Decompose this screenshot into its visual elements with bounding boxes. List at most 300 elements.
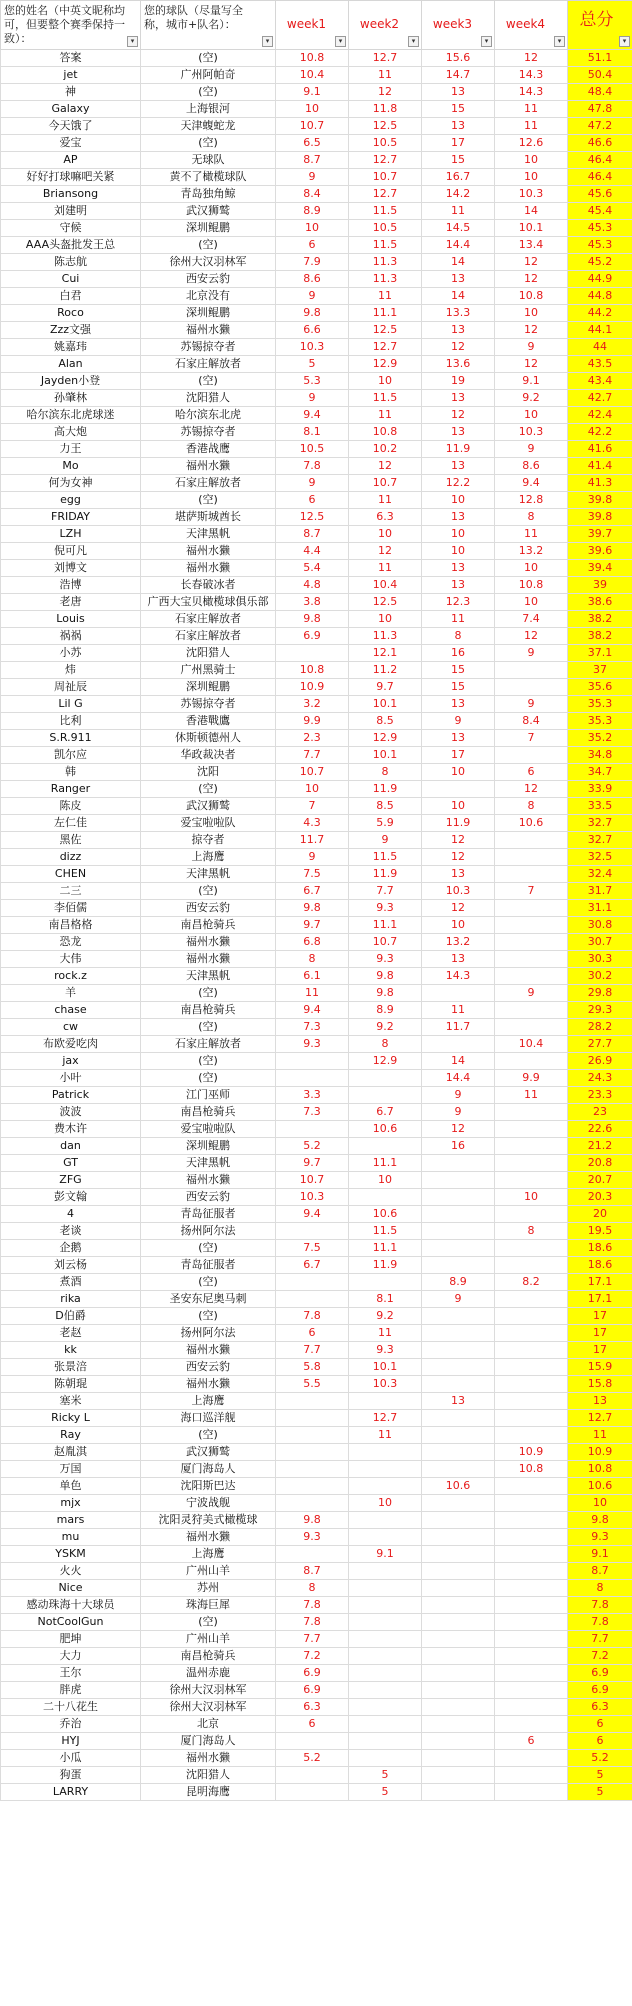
- team-name-cell[interactable]: 福州水獭: [141, 560, 276, 577]
- total-score-cell[interactable]: 19.5: [568, 1223, 632, 1240]
- total-score-cell[interactable]: 42.7: [568, 390, 632, 407]
- week3-score-cell[interactable]: 10: [422, 798, 495, 815]
- week1-score-cell[interactable]: 9.3: [276, 1529, 349, 1546]
- week3-score-cell[interactable]: [422, 1597, 495, 1614]
- week3-score-cell[interactable]: 13: [422, 84, 495, 101]
- team-name-cell[interactable]: 北京: [141, 1716, 276, 1733]
- week3-score-cell[interactable]: 15: [422, 662, 495, 679]
- player-name-cell[interactable]: 爱宝: [1, 135, 141, 152]
- week4-score-cell[interactable]: [495, 1529, 568, 1546]
- player-name-cell[interactable]: dizz: [1, 849, 141, 866]
- week4-score-cell[interactable]: [495, 1495, 568, 1512]
- week4-score-cell[interactable]: [495, 1393, 568, 1410]
- total-score-cell[interactable]: 29.8: [568, 985, 632, 1002]
- player-name-cell[interactable]: 波波: [1, 1104, 141, 1121]
- week1-score-cell[interactable]: 8.1: [276, 424, 349, 441]
- week4-score-cell[interactable]: 7: [495, 883, 568, 900]
- week1-score-cell[interactable]: 9.4: [276, 1002, 349, 1019]
- week4-score-cell[interactable]: [495, 1138, 568, 1155]
- player-name-cell[interactable]: 老唐: [1, 594, 141, 611]
- team-name-cell[interactable]: 南昌枪骑兵: [141, 1104, 276, 1121]
- player-name-cell[interactable]: 陈皮: [1, 798, 141, 815]
- week3-score-cell[interactable]: 15.6: [422, 50, 495, 67]
- week1-score-cell[interactable]: 4.4: [276, 543, 349, 560]
- player-name-cell[interactable]: CHEN: [1, 866, 141, 883]
- week4-score-cell[interactable]: [495, 968, 568, 985]
- week2-score-cell[interactable]: 10.5: [349, 220, 422, 237]
- week4-score-cell[interactable]: 10: [495, 152, 568, 169]
- team-name-cell[interactable]: 珠海巨犀: [141, 1597, 276, 1614]
- total-score-cell[interactable]: 45.3: [568, 237, 632, 254]
- total-score-cell[interactable]: 38.2: [568, 628, 632, 645]
- team-name-cell[interactable]: 扬州阿尔法: [141, 1325, 276, 1342]
- total-score-cell[interactable]: 23: [568, 1104, 632, 1121]
- week1-score-cell[interactable]: 10.5: [276, 441, 349, 458]
- player-name-cell[interactable]: 好好打球嘛吧关紧: [1, 169, 141, 186]
- player-name-cell[interactable]: 韩: [1, 764, 141, 781]
- player-name-cell[interactable]: LARRY: [1, 1784, 141, 1801]
- player-name-cell[interactable]: Ray: [1, 1427, 141, 1444]
- week2-score-cell[interactable]: 12.7: [349, 50, 422, 67]
- week1-score-cell[interactable]: 6.9: [276, 1665, 349, 1682]
- week1-score-cell[interactable]: 6.5: [276, 135, 349, 152]
- week3-score-cell[interactable]: 13.3: [422, 305, 495, 322]
- team-name-cell[interactable]: (空): [141, 373, 276, 390]
- team-name-cell[interactable]: 天津黑帆: [141, 526, 276, 543]
- total-score-cell[interactable]: 9.3: [568, 1529, 632, 1546]
- total-score-cell[interactable]: 5: [568, 1767, 632, 1784]
- week2-score-cell[interactable]: 11: [349, 492, 422, 509]
- team-name-cell[interactable]: (空): [141, 135, 276, 152]
- week4-score-cell[interactable]: [495, 1240, 568, 1257]
- week3-score-cell[interactable]: 13: [422, 577, 495, 594]
- week2-score-cell[interactable]: 11.9: [349, 866, 422, 883]
- week2-score-cell[interactable]: 9.1: [349, 1546, 422, 1563]
- player-name-cell[interactable]: 赵胤淇: [1, 1444, 141, 1461]
- player-name-cell[interactable]: 大力: [1, 1648, 141, 1665]
- player-name-cell[interactable]: jax: [1, 1053, 141, 1070]
- week3-score-cell[interactable]: 10: [422, 764, 495, 781]
- week1-score-cell[interactable]: [276, 1461, 349, 1478]
- filter-dropdown-icon[interactable]: ▾: [554, 36, 565, 47]
- week4-score-cell[interactable]: 7.4: [495, 611, 568, 628]
- week2-score-cell[interactable]: [349, 1393, 422, 1410]
- total-score-cell[interactable]: 39: [568, 577, 632, 594]
- player-name-cell[interactable]: 二三: [1, 883, 141, 900]
- total-score-cell[interactable]: 30.8: [568, 917, 632, 934]
- week2-score-cell[interactable]: 12.5: [349, 594, 422, 611]
- week2-score-cell[interactable]: 10.6: [349, 1121, 422, 1138]
- week2-score-cell[interactable]: 9.8: [349, 985, 422, 1002]
- week4-score-cell[interactable]: [495, 849, 568, 866]
- week3-score-cell[interactable]: 15: [422, 679, 495, 696]
- week2-score-cell[interactable]: [349, 1563, 422, 1580]
- team-name-cell[interactable]: (空): [141, 237, 276, 254]
- total-score-cell[interactable]: 47.8: [568, 101, 632, 118]
- week1-score-cell[interactable]: 9: [276, 288, 349, 305]
- player-name-cell[interactable]: Ranger: [1, 781, 141, 798]
- week1-score-cell[interactable]: 3.3: [276, 1087, 349, 1104]
- total-score-cell[interactable]: 13: [568, 1393, 632, 1410]
- week4-score-cell[interactable]: [495, 1104, 568, 1121]
- team-name-cell[interactable]: (空): [141, 84, 276, 101]
- week1-score-cell[interactable]: 7.8: [276, 1614, 349, 1631]
- week4-score-cell[interactable]: [495, 1019, 568, 1036]
- player-name-cell[interactable]: LZH: [1, 526, 141, 543]
- team-name-cell[interactable]: 武汉狮鹫: [141, 798, 276, 815]
- week4-score-cell[interactable]: [495, 1342, 568, 1359]
- player-name-cell[interactable]: mu: [1, 1529, 141, 1546]
- week2-score-cell[interactable]: [349, 1461, 422, 1478]
- player-name-cell[interactable]: chase: [1, 1002, 141, 1019]
- team-name-cell[interactable]: 福州水獭: [141, 322, 276, 339]
- week2-score-cell[interactable]: 10.3: [349, 1376, 422, 1393]
- player-name-cell[interactable]: 白君: [1, 288, 141, 305]
- week3-score-cell[interactable]: [422, 1172, 495, 1189]
- total-score-cell[interactable]: 35.6: [568, 679, 632, 696]
- week2-score-cell[interactable]: 8.9: [349, 1002, 422, 1019]
- total-score-cell[interactable]: 6: [568, 1716, 632, 1733]
- week2-score-cell[interactable]: 10.7: [349, 475, 422, 492]
- week2-score-cell[interactable]: 9.3: [349, 951, 422, 968]
- filter-dropdown-icon[interactable]: ▾: [262, 36, 273, 47]
- total-score-cell[interactable]: 6.9: [568, 1682, 632, 1699]
- week1-score-cell[interactable]: 5.8: [276, 1359, 349, 1376]
- week3-score-cell[interactable]: 13: [422, 509, 495, 526]
- total-score-cell[interactable]: 18.6: [568, 1240, 632, 1257]
- week1-score-cell[interactable]: 10.3: [276, 339, 349, 356]
- week1-score-cell[interactable]: 6.7: [276, 1257, 349, 1274]
- team-name-cell[interactable]: 广州阿帕奇: [141, 67, 276, 84]
- week3-score-cell[interactable]: [422, 1648, 495, 1665]
- total-score-cell[interactable]: 21.2: [568, 1138, 632, 1155]
- player-name-cell[interactable]: Mo: [1, 458, 141, 475]
- week1-score-cell[interactable]: 10.9: [276, 679, 349, 696]
- week1-score-cell[interactable]: [276, 1427, 349, 1444]
- team-name-cell[interactable]: 青岛征服者: [141, 1206, 276, 1223]
- week3-score-cell[interactable]: [422, 1240, 495, 1257]
- week4-score-cell[interactable]: [495, 1716, 568, 1733]
- week4-score-cell[interactable]: [495, 917, 568, 934]
- week2-score-cell[interactable]: 11.9: [349, 781, 422, 798]
- total-score-cell[interactable]: 32.7: [568, 832, 632, 849]
- week2-score-cell[interactable]: 8: [349, 1036, 422, 1053]
- week2-score-cell[interactable]: 8.5: [349, 798, 422, 815]
- total-score-cell[interactable]: 8: [568, 1580, 632, 1597]
- week4-score-cell[interactable]: 10.8: [495, 288, 568, 305]
- week3-score-cell[interactable]: 14.4: [422, 237, 495, 254]
- total-score-cell[interactable]: 9.8: [568, 1512, 632, 1529]
- week1-score-cell[interactable]: 7.7: [276, 1631, 349, 1648]
- week3-score-cell[interactable]: 16.7: [422, 169, 495, 186]
- team-name-cell[interactable]: (空): [141, 883, 276, 900]
- team-name-cell[interactable]: 南昌枪骑兵: [141, 1002, 276, 1019]
- week2-score-cell[interactable]: 10.6: [349, 1206, 422, 1223]
- week1-score-cell[interactable]: 10.7: [276, 1172, 349, 1189]
- week1-score-cell[interactable]: 10: [276, 220, 349, 237]
- filter-dropdown-icon[interactable]: ▾: [127, 36, 138, 47]
- week4-score-cell[interactable]: [495, 1427, 568, 1444]
- total-score-cell[interactable]: 30.7: [568, 934, 632, 951]
- player-name-cell[interactable]: 二十八花生: [1, 1699, 141, 1716]
- week2-score-cell[interactable]: 10: [349, 611, 422, 628]
- player-name-cell[interactable]: 黑佐: [1, 832, 141, 849]
- total-score-cell[interactable]: 26.9: [568, 1053, 632, 1070]
- player-name-cell[interactable]: Zzz文强: [1, 322, 141, 339]
- player-name-cell[interactable]: HYJ: [1, 1733, 141, 1750]
- week3-score-cell[interactable]: 13: [422, 730, 495, 747]
- week2-score-cell[interactable]: 10: [349, 1495, 422, 1512]
- team-name-cell[interactable]: 福州水獭: [141, 1750, 276, 1767]
- team-name-cell[interactable]: 温州赤鹿: [141, 1665, 276, 1682]
- week4-score-cell[interactable]: 10.3: [495, 186, 568, 203]
- team-name-cell[interactable]: (空): [141, 492, 276, 509]
- team-name-cell[interactable]: 苏锡掠夺者: [141, 424, 276, 441]
- total-score-cell[interactable]: 17: [568, 1308, 632, 1325]
- week3-score-cell[interactable]: 13: [422, 866, 495, 883]
- player-name-cell[interactable]: 小苏: [1, 645, 141, 662]
- week3-score-cell[interactable]: 10: [422, 543, 495, 560]
- week4-score-cell[interactable]: 9.1: [495, 373, 568, 390]
- player-name-cell[interactable]: 李佰儒: [1, 900, 141, 917]
- total-score-cell[interactable]: 20: [568, 1206, 632, 1223]
- week2-score-cell[interactable]: 11.9: [349, 1257, 422, 1274]
- week1-score-cell[interactable]: 7.5: [276, 1240, 349, 1257]
- filter-dropdown-icon[interactable]: ▾: [481, 36, 492, 47]
- team-name-cell[interactable]: 深圳鲲鹏: [141, 220, 276, 237]
- week2-score-cell[interactable]: [349, 1699, 422, 1716]
- week2-score-cell[interactable]: 11.2: [349, 662, 422, 679]
- week3-score-cell[interactable]: 14.4: [422, 1070, 495, 1087]
- week1-score-cell[interactable]: 8.4: [276, 186, 349, 203]
- week2-score-cell[interactable]: 9.2: [349, 1019, 422, 1036]
- week2-score-cell[interactable]: [349, 1614, 422, 1631]
- player-name-cell[interactable]: rika: [1, 1291, 141, 1308]
- total-score-cell[interactable]: 6.9: [568, 1665, 632, 1682]
- week1-score-cell[interactable]: [276, 1495, 349, 1512]
- player-name-cell[interactable]: Lil G: [1, 696, 141, 713]
- week3-score-cell[interactable]: 12: [422, 407, 495, 424]
- week4-score-cell[interactable]: [495, 1257, 568, 1274]
- week2-score-cell[interactable]: [349, 1512, 422, 1529]
- week1-score-cell[interactable]: [276, 1784, 349, 1801]
- player-name-cell[interactable]: AAA头盔批发王总: [1, 237, 141, 254]
- player-name-cell[interactable]: AP: [1, 152, 141, 169]
- week1-score-cell[interactable]: 7.7: [276, 1342, 349, 1359]
- total-score-cell[interactable]: 20.8: [568, 1155, 632, 1172]
- week4-score-cell[interactable]: 14.3: [495, 84, 568, 101]
- week4-score-cell[interactable]: 8: [495, 1223, 568, 1240]
- week2-score-cell[interactable]: 5.9: [349, 815, 422, 832]
- team-name-cell[interactable]: 苏州: [141, 1580, 276, 1597]
- player-name-cell[interactable]: FRIDAY: [1, 509, 141, 526]
- week4-score-cell[interactable]: 12: [495, 781, 568, 798]
- week3-score-cell[interactable]: 13: [422, 322, 495, 339]
- week3-score-cell[interactable]: 14: [422, 288, 495, 305]
- total-score-cell[interactable]: 46.4: [568, 169, 632, 186]
- week2-score-cell[interactable]: 10.1: [349, 747, 422, 764]
- total-score-cell[interactable]: 30.2: [568, 968, 632, 985]
- week1-score-cell[interactable]: 5.2: [276, 1750, 349, 1767]
- total-score-cell[interactable]: 45.4: [568, 203, 632, 220]
- week2-score-cell[interactable]: 11.3: [349, 254, 422, 271]
- total-score-cell[interactable]: 41.4: [568, 458, 632, 475]
- week4-score-cell[interactable]: 10: [495, 560, 568, 577]
- team-name-cell[interactable]: 厦门海岛人: [141, 1733, 276, 1750]
- week4-score-cell[interactable]: 9.2: [495, 390, 568, 407]
- week3-score-cell[interactable]: [422, 985, 495, 1002]
- team-name-cell[interactable]: 徐州大汉羽林军: [141, 1699, 276, 1716]
- week1-score-cell[interactable]: [276, 1121, 349, 1138]
- week2-score-cell[interactable]: 12.9: [349, 1053, 422, 1070]
- week4-score-cell[interactable]: 9: [495, 985, 568, 1002]
- week4-score-cell[interactable]: [495, 1376, 568, 1393]
- week2-score-cell[interactable]: 11.1: [349, 1240, 422, 1257]
- total-score-cell[interactable]: 42.4: [568, 407, 632, 424]
- week3-score-cell[interactable]: 13.6: [422, 356, 495, 373]
- player-name-cell[interactable]: Patrick: [1, 1087, 141, 1104]
- player-name-cell[interactable]: 左仁佳: [1, 815, 141, 832]
- player-name-cell[interactable]: Briansong: [1, 186, 141, 203]
- total-score-cell[interactable]: 31.7: [568, 883, 632, 900]
- week3-score-cell[interactable]: [422, 781, 495, 798]
- team-name-cell[interactable]: 沈阳猎人: [141, 645, 276, 662]
- week4-score-cell[interactable]: [495, 1478, 568, 1495]
- week2-score-cell[interactable]: 12.7: [349, 1410, 422, 1427]
- total-score-cell[interactable]: 20.3: [568, 1189, 632, 1206]
- week2-score-cell[interactable]: [349, 1682, 422, 1699]
- total-score-cell[interactable]: 9.1: [568, 1546, 632, 1563]
- player-name-cell[interactable]: 4: [1, 1206, 141, 1223]
- week1-score-cell[interactable]: 7.3: [276, 1019, 349, 1036]
- week3-score-cell[interactable]: 13: [422, 951, 495, 968]
- week3-score-cell[interactable]: 13: [422, 696, 495, 713]
- week1-score-cell[interactable]: 8: [276, 1580, 349, 1597]
- week2-score-cell[interactable]: [349, 1138, 422, 1155]
- week2-score-cell[interactable]: 12.7: [349, 339, 422, 356]
- team-name-cell[interactable]: 天津蝮蛇龙: [141, 118, 276, 135]
- player-name-cell[interactable]: 小叶: [1, 1070, 141, 1087]
- total-score-cell[interactable]: 37: [568, 662, 632, 679]
- team-name-cell[interactable]: 北京没有: [141, 288, 276, 305]
- total-score-cell[interactable]: 33.9: [568, 781, 632, 798]
- week3-score-cell[interactable]: 13: [422, 118, 495, 135]
- week3-score-cell[interactable]: [422, 1155, 495, 1172]
- week1-score-cell[interactable]: 9.4: [276, 1206, 349, 1223]
- week2-score-cell[interactable]: 12.7: [349, 186, 422, 203]
- week2-score-cell[interactable]: 9.2: [349, 1308, 422, 1325]
- total-score-cell[interactable]: 44.8: [568, 288, 632, 305]
- week1-score-cell[interactable]: [276, 1053, 349, 1070]
- team-name-cell[interactable]: 福州水獭: [141, 951, 276, 968]
- player-name-cell[interactable]: 感动珠海十大球员: [1, 1597, 141, 1614]
- week3-score-cell[interactable]: [422, 1189, 495, 1206]
- week4-score-cell[interactable]: 11: [495, 101, 568, 118]
- total-score-cell[interactable]: 43.5: [568, 356, 632, 373]
- team-name-cell[interactable]: 爱宝啦啦队: [141, 1121, 276, 1138]
- total-score-cell[interactable]: 15.9: [568, 1359, 632, 1376]
- player-name-cell[interactable]: 刘博文: [1, 560, 141, 577]
- week4-score-cell[interactable]: 13.4: [495, 237, 568, 254]
- week4-score-cell[interactable]: [495, 1546, 568, 1563]
- player-name-cell[interactable]: dan: [1, 1138, 141, 1155]
- total-score-cell[interactable]: 17: [568, 1342, 632, 1359]
- week1-score-cell[interactable]: 6.6: [276, 322, 349, 339]
- team-name-cell[interactable]: 天津黑帆: [141, 1155, 276, 1172]
- total-score-cell[interactable]: 22.6: [568, 1121, 632, 1138]
- total-score-cell[interactable]: 5: [568, 1784, 632, 1801]
- week3-score-cell[interactable]: 12: [422, 849, 495, 866]
- player-name-cell[interactable]: cw: [1, 1019, 141, 1036]
- week2-score-cell[interactable]: 9.3: [349, 900, 422, 917]
- week1-score-cell[interactable]: 9.4: [276, 407, 349, 424]
- week4-score-cell[interactable]: 6: [495, 1733, 568, 1750]
- week4-score-cell[interactable]: 12.8: [495, 492, 568, 509]
- player-name-cell[interactable]: 企鹅: [1, 1240, 141, 1257]
- week1-score-cell[interactable]: [276, 1274, 349, 1291]
- week2-score-cell[interactable]: 11: [349, 1325, 422, 1342]
- week3-score-cell[interactable]: [422, 1733, 495, 1750]
- week2-score-cell[interactable]: [349, 1274, 422, 1291]
- week4-score-cell[interactable]: 12: [495, 254, 568, 271]
- total-score-cell[interactable]: 8.7: [568, 1563, 632, 1580]
- week3-score-cell[interactable]: 10.6: [422, 1478, 495, 1495]
- week2-score-cell[interactable]: 5: [349, 1767, 422, 1784]
- week2-score-cell[interactable]: [349, 1733, 422, 1750]
- week3-score-cell[interactable]: 13: [422, 560, 495, 577]
- week2-score-cell[interactable]: 11: [349, 407, 422, 424]
- total-score-cell[interactable]: 39.8: [568, 492, 632, 509]
- team-name-cell[interactable]: 石家庄解放者: [141, 611, 276, 628]
- player-name-cell[interactable]: 胖虎: [1, 1682, 141, 1699]
- week2-score-cell[interactable]: [349, 1750, 422, 1767]
- week1-score-cell[interactable]: 9.1: [276, 84, 349, 101]
- week2-score-cell[interactable]: 6.7: [349, 1104, 422, 1121]
- week2-score-cell[interactable]: 11: [349, 288, 422, 305]
- team-name-cell[interactable]: (空): [141, 1240, 276, 1257]
- player-name-cell[interactable]: Nice: [1, 1580, 141, 1597]
- team-name-cell[interactable]: 武汉狮鹫: [141, 1444, 276, 1461]
- player-name-cell[interactable]: 姚嘉玮: [1, 339, 141, 356]
- total-score-cell[interactable]: 32.4: [568, 866, 632, 883]
- team-name-cell[interactable]: 香港戰鷹: [141, 713, 276, 730]
- team-name-cell[interactable]: 西安云豹: [141, 900, 276, 917]
- total-score-cell[interactable]: 38.2: [568, 611, 632, 628]
- week2-score-cell[interactable]: [349, 1189, 422, 1206]
- team-name-cell[interactable]: 黄不了橄榄球队: [141, 169, 276, 186]
- week3-score-cell[interactable]: 11.9: [422, 815, 495, 832]
- team-name-cell[interactable]: 哈尔滨东北虎: [141, 407, 276, 424]
- week3-score-cell[interactable]: 11: [422, 1002, 495, 1019]
- week4-score-cell[interactable]: [495, 1325, 568, 1342]
- week4-score-cell[interactable]: 13.2: [495, 543, 568, 560]
- week4-score-cell[interactable]: [495, 1512, 568, 1529]
- total-score-cell[interactable]: 29.3: [568, 1002, 632, 1019]
- team-name-cell[interactable]: 广州山羊: [141, 1563, 276, 1580]
- team-name-cell[interactable]: 天津黑帆: [141, 866, 276, 883]
- team-name-cell[interactable]: 休斯顿德州人: [141, 730, 276, 747]
- team-name-cell[interactable]: 香港战鹰: [141, 441, 276, 458]
- week2-score-cell[interactable]: 8.1: [349, 1291, 422, 1308]
- week4-score-cell[interactable]: 10: [495, 407, 568, 424]
- team-name-cell[interactable]: 掠夺者: [141, 832, 276, 849]
- week3-score-cell[interactable]: [422, 1495, 495, 1512]
- week2-score-cell[interactable]: 10.1: [349, 1359, 422, 1376]
- total-score-cell[interactable]: 23.3: [568, 1087, 632, 1104]
- week1-score-cell[interactable]: 9.8: [276, 1512, 349, 1529]
- total-score-cell[interactable]: 7.2: [568, 1648, 632, 1665]
- week2-score-cell[interactable]: 11.1: [349, 917, 422, 934]
